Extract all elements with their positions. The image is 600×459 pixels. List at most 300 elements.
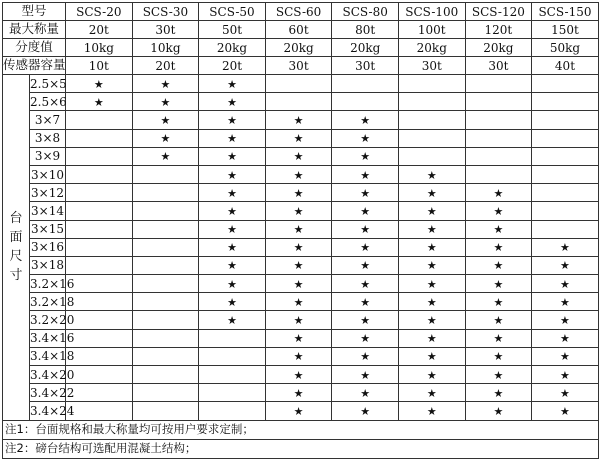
star-icon: ★ [360, 259, 371, 273]
star-icon: ★ [160, 77, 171, 91]
star-icon: ★ [227, 314, 237, 328]
availability-cell [532, 220, 599, 238]
star-icon: ★ [493, 186, 504, 200]
star-icon: ★ [160, 132, 171, 146]
star-icon: ★ [160, 150, 171, 164]
size-group-label [3, 75, 30, 421]
star-icon: ★ [360, 314, 371, 328]
availability-cell [332, 165, 399, 183]
star-icon: ★ [426, 186, 437, 200]
star-icon: ★ [560, 386, 570, 400]
availability-cell [66, 238, 133, 256]
header-cell: 30t [265, 57, 332, 75]
availability-cell [465, 384, 532, 402]
star-icon: ★ [360, 295, 371, 309]
star-icon: ★ [560, 241, 570, 255]
star-icon: ★ [360, 168, 371, 182]
size-row [3, 93, 599, 111]
availability-cell [465, 256, 532, 274]
star-icon: ★ [560, 368, 570, 382]
size-label: 3.4×22 [30, 384, 66, 402]
availability-cell [532, 347, 599, 365]
availability-cell [265, 75, 332, 93]
star-icon: ★ [293, 259, 304, 273]
availability-cell [132, 202, 199, 220]
star-icon: ★ [360, 277, 371, 291]
star-icon: ★ [493, 277, 504, 291]
header-cell: 20kg [465, 39, 532, 57]
availability-cell [532, 93, 599, 111]
note-row [3, 439, 599, 458]
star-icon: ★ [293, 295, 304, 309]
availability-cell [465, 238, 532, 256]
star-icon: ★ [293, 168, 304, 182]
availability-cell [532, 129, 599, 147]
header-cell: 30t [332, 57, 399, 75]
availability-cell [465, 275, 532, 293]
header-cell: 20kg [265, 39, 332, 57]
size-row [3, 165, 599, 183]
star-icon: ★ [493, 259, 504, 273]
star-icon: ★ [293, 332, 304, 346]
availability-cell [265, 366, 332, 384]
star-icon: ★ [160, 113, 171, 127]
availability-cell [265, 347, 332, 365]
size-row [3, 220, 599, 238]
size-label: 3×7 [30, 111, 66, 129]
size-label: 3×14 [30, 202, 66, 220]
star-icon: ★ [227, 295, 237, 309]
header-cell: 20t [199, 57, 266, 75]
availability-cell [532, 184, 599, 202]
availability-cell [66, 402, 133, 420]
availability-cell [66, 256, 133, 274]
availability-cell [132, 384, 199, 402]
availability-cell [332, 93, 399, 111]
availability-cell [66, 311, 133, 329]
star-icon: ★ [293, 241, 304, 255]
availability-cell [398, 311, 465, 329]
note-text: 注1：台面规格和最大称量均可按用户要求定制； [3, 420, 599, 439]
star-icon: ★ [560, 332, 570, 346]
availability-cell [465, 329, 532, 347]
availability-cell [265, 384, 332, 402]
header-row [3, 57, 599, 75]
availability-cell [398, 184, 465, 202]
availability-cell [532, 293, 599, 311]
star-icon: ★ [426, 204, 437, 218]
availability-cell [66, 384, 133, 402]
availability-cell [332, 238, 399, 256]
availability-cell [265, 275, 332, 293]
size-label: 2.5×6 [30, 93, 66, 111]
availability-cell [465, 366, 532, 384]
availability-cell [532, 311, 599, 329]
availability-cell [66, 147, 133, 165]
availability-cell [465, 75, 532, 93]
availability-cell [66, 202, 133, 220]
star-icon: ★ [560, 277, 570, 291]
availability-cell [532, 256, 599, 274]
availability-cell [265, 329, 332, 347]
star-icon: ★ [493, 223, 504, 237]
availability-cell [332, 220, 399, 238]
header-cell: 100t [398, 21, 465, 39]
star-icon: ★ [493, 241, 504, 255]
header-cell: SCS-120 [465, 3, 532, 21]
star-icon: ★ [493, 404, 504, 418]
availability-cell [199, 184, 266, 202]
header-cell: 30t [465, 57, 532, 75]
star-icon: ★ [293, 132, 304, 146]
availability-cell [265, 184, 332, 202]
availability-cell [532, 202, 599, 220]
star-icon: ★ [227, 150, 237, 164]
availability-cell [332, 329, 399, 347]
star-icon: ★ [93, 77, 104, 91]
availability-cell [332, 293, 399, 311]
size-group-char: 台 [9, 211, 23, 227]
star-icon: ★ [293, 386, 304, 400]
header-cell: 20t [66, 21, 133, 39]
star-icon: ★ [426, 223, 437, 237]
availability-cell [132, 111, 199, 129]
star-icon: ★ [227, 132, 237, 146]
size-row [3, 329, 599, 347]
availability-cell [398, 347, 465, 365]
availability-cell [398, 402, 465, 420]
size-row [3, 402, 599, 420]
size-label: 3×8 [30, 129, 66, 147]
star-icon: ★ [293, 277, 304, 291]
availability-cell [332, 202, 399, 220]
star-icon: ★ [560, 314, 570, 328]
size-row [3, 256, 599, 274]
availability-cell [398, 238, 465, 256]
header-cell: SCS-100 [398, 3, 465, 21]
availability-cell [132, 184, 199, 202]
availability-cell [199, 293, 266, 311]
availability-cell [66, 329, 133, 347]
availability-cell [199, 165, 266, 183]
availability-cell [132, 238, 199, 256]
availability-cell [398, 275, 465, 293]
availability-cell [265, 220, 332, 238]
size-label: 3×12 [30, 184, 66, 202]
star-icon: ★ [227, 241, 237, 255]
availability-cell [265, 111, 332, 129]
availability-cell [532, 165, 599, 183]
star-icon: ★ [360, 204, 371, 218]
availability-cell [132, 220, 199, 238]
availability-cell [265, 256, 332, 274]
availability-cell [465, 293, 532, 311]
availability-cell [132, 275, 199, 293]
availability-cell [332, 256, 399, 274]
availability-cell [332, 384, 399, 402]
size-row [3, 202, 599, 220]
availability-cell [66, 165, 133, 183]
size-label: 3×15 [30, 220, 66, 238]
star-icon: ★ [227, 77, 237, 91]
size-row [3, 184, 599, 202]
availability-cell [199, 256, 266, 274]
row-label: 最大称量 [3, 21, 66, 39]
star-icon: ★ [360, 132, 371, 146]
header-cell: 150t [532, 21, 599, 39]
size-label: 3.4×18 [30, 347, 66, 365]
star-icon: ★ [426, 350, 437, 364]
size-label: 3.4×24 [30, 402, 66, 420]
star-icon: ★ [293, 204, 304, 218]
availability-cell [132, 93, 199, 111]
star-icon: ★ [360, 241, 371, 255]
star-icon: ★ [426, 386, 437, 400]
availability-cell [132, 256, 199, 274]
star-icon: ★ [493, 368, 504, 382]
availability-cell [132, 293, 199, 311]
availability-cell [199, 311, 266, 329]
size-label: 3.4×20 [30, 366, 66, 384]
availability-cell [132, 347, 199, 365]
availability-cell [199, 238, 266, 256]
availability-cell [332, 366, 399, 384]
star-icon: ★ [360, 332, 371, 346]
availability-cell [532, 275, 599, 293]
header-cell: 20kg [398, 39, 465, 57]
size-label: 3.2×18 [30, 293, 66, 311]
availability-cell [398, 111, 465, 129]
size-row [3, 275, 599, 293]
star-icon: ★ [426, 332, 437, 346]
header-row [3, 39, 599, 57]
star-icon: ★ [560, 404, 570, 418]
star-icon: ★ [426, 295, 437, 309]
size-row [3, 347, 599, 365]
size-row [3, 75, 599, 93]
header-cell: SCS-30 [132, 3, 199, 21]
header-cell: 20kg [332, 39, 399, 57]
size-group-char: 面 [9, 230, 23, 246]
availability-cell [332, 129, 399, 147]
availability-cell [398, 256, 465, 274]
availability-cell [199, 329, 266, 347]
header-cell: 30t [398, 57, 465, 75]
availability-cell [532, 384, 599, 402]
header-cell: 50kg [532, 39, 599, 57]
availability-cell [66, 184, 133, 202]
availability-cell [532, 238, 599, 256]
size-label: 3×9 [30, 147, 66, 165]
availability-cell [465, 202, 532, 220]
header-row [3, 21, 599, 39]
availability-cell [398, 165, 465, 183]
star-icon: ★ [93, 95, 104, 109]
star-icon: ★ [426, 404, 437, 418]
star-icon: ★ [227, 186, 237, 200]
star-icon: ★ [426, 368, 437, 382]
star-icon: ★ [360, 186, 371, 200]
availability-cell [398, 75, 465, 93]
availability-cell [532, 111, 599, 129]
availability-cell [66, 275, 133, 293]
availability-cell [265, 311, 332, 329]
size-row [3, 293, 599, 311]
size-label: 3×18 [30, 256, 66, 274]
availability-cell [199, 366, 266, 384]
header-cell: 40t [532, 57, 599, 75]
size-group-char: 寸 [9, 268, 23, 284]
star-icon: ★ [493, 332, 504, 346]
header-cell: 20t [132, 57, 199, 75]
availability-cell [132, 165, 199, 183]
availability-cell [199, 384, 266, 402]
availability-cell [465, 220, 532, 238]
availability-cell [66, 93, 133, 111]
availability-cell [532, 329, 599, 347]
star-icon: ★ [227, 259, 237, 273]
availability-cell [66, 111, 133, 129]
size-row [3, 129, 599, 147]
star-icon: ★ [360, 113, 371, 127]
size-row [3, 384, 599, 402]
header-cell: 30t [132, 21, 199, 39]
availability-cell [199, 147, 266, 165]
star-icon: ★ [160, 95, 171, 109]
header-cell: SCS-60 [265, 3, 332, 21]
star-icon: ★ [360, 368, 371, 382]
row-label: 型号 [3, 3, 66, 21]
availability-cell [398, 202, 465, 220]
star-icon: ★ [560, 295, 570, 309]
star-icon: ★ [493, 204, 504, 218]
availability-cell [66, 75, 133, 93]
star-icon: ★ [227, 113, 237, 127]
availability-cell [199, 220, 266, 238]
availability-cell [199, 275, 266, 293]
header-cell: SCS-80 [332, 3, 399, 21]
availability-cell [132, 366, 199, 384]
availability-cell [199, 111, 266, 129]
star-icon: ★ [360, 150, 371, 164]
star-icon: ★ [560, 259, 570, 273]
availability-cell [265, 147, 332, 165]
header-cell: SCS-150 [532, 3, 599, 21]
star-icon: ★ [293, 368, 304, 382]
star-icon: ★ [493, 350, 504, 364]
availability-cell [265, 129, 332, 147]
size-label: 3.2×20 [30, 311, 66, 329]
header-cell: 50t [199, 21, 266, 39]
star-icon: ★ [360, 386, 371, 400]
availability-cell [66, 293, 133, 311]
availability-cell [66, 129, 133, 147]
header-row [3, 3, 599, 21]
availability-cell [398, 293, 465, 311]
availability-cell [265, 238, 332, 256]
star-icon: ★ [227, 168, 237, 182]
availability-cell [398, 366, 465, 384]
size-group-char: 尺 [9, 249, 23, 265]
size-row [3, 366, 599, 384]
availability-cell [465, 165, 532, 183]
availability-cell [332, 347, 399, 365]
availability-cell [332, 147, 399, 165]
star-icon: ★ [493, 314, 504, 328]
availability-cell [265, 93, 332, 111]
header-cell: 10t [66, 57, 133, 75]
star-icon: ★ [293, 350, 304, 364]
availability-cell [265, 402, 332, 420]
star-icon: ★ [360, 223, 371, 237]
availability-cell [132, 147, 199, 165]
availability-cell [265, 165, 332, 183]
header-cell: 20kg [199, 39, 266, 57]
availability-cell [532, 402, 599, 420]
star-icon: ★ [293, 404, 304, 418]
size-label: 2.5×5 [30, 75, 66, 93]
size-row [3, 311, 599, 329]
availability-cell [398, 147, 465, 165]
availability-cell [332, 111, 399, 129]
header-cell: 10kg [66, 39, 133, 57]
header-cell: 10kg [132, 39, 199, 57]
availability-cell [199, 202, 266, 220]
availability-cell [532, 75, 599, 93]
star-icon: ★ [227, 277, 237, 291]
spec-table [2, 2, 599, 459]
availability-cell [465, 311, 532, 329]
availability-cell [132, 75, 199, 93]
star-icon: ★ [426, 277, 437, 291]
row-label: 分度值 [3, 39, 66, 57]
availability-cell [132, 329, 199, 347]
star-icon: ★ [293, 186, 304, 200]
availability-cell [132, 402, 199, 420]
star-icon: ★ [426, 168, 437, 182]
star-icon: ★ [426, 314, 437, 328]
availability-cell [199, 129, 266, 147]
star-icon: ★ [360, 404, 371, 418]
star-icon: ★ [493, 386, 504, 400]
availability-cell [465, 402, 532, 420]
size-label: 3×16 [30, 238, 66, 256]
size-row [3, 147, 599, 165]
availability-cell [465, 147, 532, 165]
star-icon: ★ [560, 350, 570, 364]
availability-cell [465, 184, 532, 202]
availability-cell [465, 347, 532, 365]
availability-cell [132, 311, 199, 329]
star-icon: ★ [293, 113, 304, 127]
header-cell: SCS-50 [199, 3, 266, 21]
availability-cell [66, 366, 133, 384]
header-cell: 60t [265, 21, 332, 39]
availability-cell [398, 220, 465, 238]
header-cell: 120t [465, 21, 532, 39]
header-cell: 80t [332, 21, 399, 39]
availability-cell [398, 329, 465, 347]
star-icon: ★ [293, 223, 304, 237]
star-icon: ★ [426, 241, 437, 255]
availability-cell [199, 93, 266, 111]
size-label: 3.4×16 [30, 329, 66, 347]
availability-cell [465, 129, 532, 147]
availability-cell [398, 93, 465, 111]
availability-cell [332, 75, 399, 93]
availability-cell [332, 184, 399, 202]
note-text: 注2：磅台结构可选配用混凝土结构； [3, 439, 599, 458]
